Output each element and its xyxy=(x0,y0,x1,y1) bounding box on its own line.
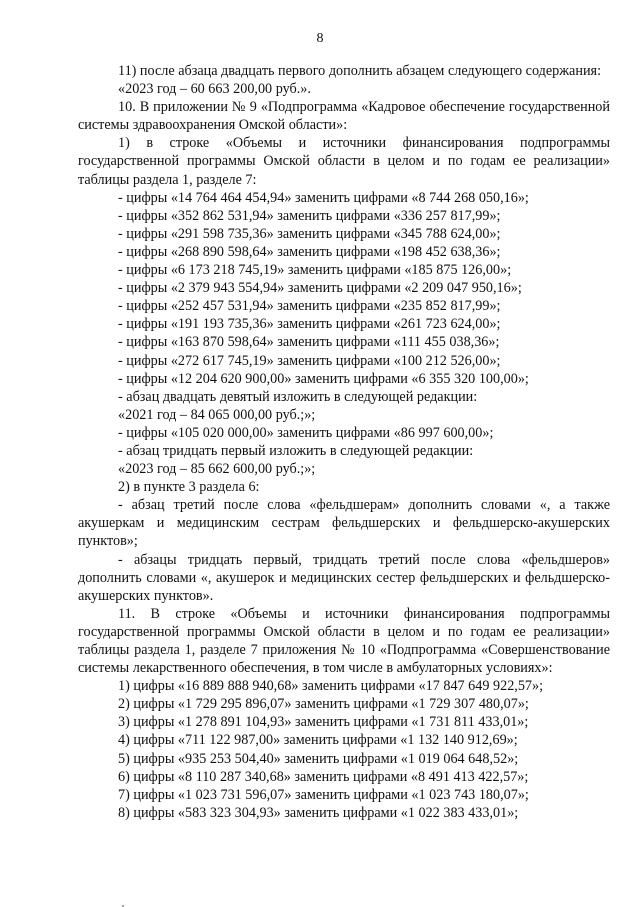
list-item: - цифры «14 764 464 454,94» заменить цифрами «8 744 268 050,16»; xyxy=(118,189,529,206)
list-item: 8) цифры «583 323 304,93» заменить цифрами «1 022 383 433,01»; xyxy=(118,804,519,821)
list-item: - абзац третий после слова «фельдшерам» дополнить словами «, а также акушеркам и медицинским сестрам фельдшерских и фельдшерско-акушерских пунктов»; xyxy=(78,497,610,550)
list-item: - абзацы тридцать первый, тридцать третий после слова «фельдшеров» дополнить словами «, акушерок и медицинских сестер фельдшерских и фельдшерско-акушерских пунктов». xyxy=(78,551,610,604)
paragraph: 10. В приложении № 9 «Подпрограмма «Кадровое обеспечение государственной системы здравоохранения Омской области»: xyxy=(78,99,610,134)
paragraph: «2023 год – 85 662 600,00 руб.;»; xyxy=(118,461,316,478)
list-item: 2) цифры «1 729 295 896,07» заменить цифрами «1 729 307 480,07»; xyxy=(118,696,529,713)
paragraph: 2) в пункте 3 раздела 6: xyxy=(118,479,260,496)
page-number: 8 xyxy=(316,31,324,46)
list-item: - цифры «105 020 000,00» заменить цифрами «86 997 600,00»; xyxy=(118,424,494,441)
list-item: 3) цифры «1 278 891 104,93» заменить цифрами «1 731 811 433,01»; xyxy=(118,714,529,731)
paragraph: 11) после абзаца двадцать первого дополнить абзацем следующего содержания: xyxy=(118,63,602,79)
list-item: 7) цифры «1 023 731 596,07» заменить цифрами «1 023 743 180,07»; xyxy=(118,786,529,803)
list-item: 1) цифры «16 889 888 940,68» заменить цифрами «17 847 649 922,57»; xyxy=(118,678,544,695)
list-item: 6) цифры «8 110 287 340,68» заменить цифрами «8 491 413 422,57»; xyxy=(118,768,529,785)
list-item: - цифры «12 204 620 900,00» заменить цифрами «6 355 320 100,00»; xyxy=(118,370,529,387)
list-item: - цифры «2 379 943 554,94» заменить цифрами «2 209 047 950,16»; xyxy=(118,280,522,297)
list-item: - цифры «191 193 735,36» заменить цифрами «261 723 624,00»; xyxy=(118,316,501,333)
list-item: 4) цифры «711 122 987,00» заменить цифрами «1 132 140 912,69»; xyxy=(118,732,518,749)
list-item: - цифры «6 173 218 745,19» заменить цифрами «185 875 126,00»; xyxy=(118,262,512,279)
paragraph: «2021 год – 84 065 000,00 руб.;»; xyxy=(118,406,316,423)
list-item: - цифры «291 598 735,36» заменить цифрами «345 788 624,00»; xyxy=(118,225,501,242)
document-body xyxy=(78,62,610,822)
list-item: - цифры «163 870 598,64» заменить цифрами «111 455 038,36»; xyxy=(118,334,500,351)
paragraph: 1) в строке «Объемы и источники финансирования подпрограммы государственной программы Омской области в целом и по годам ее реализации» таблицы раздела 1, разделе 7: xyxy=(78,135,610,188)
paragraph: «2023 год – 60 663 200,00 руб.». xyxy=(118,81,311,98)
list-item: - цифры «268 890 598,64» заменить цифрами «198 452 638,36»; xyxy=(118,243,501,260)
list-item: - абзац тридцать первый изложить в следующей редакции: xyxy=(118,442,474,459)
list-item: - цифры «352 862 531,94» заменить цифрами «336 257 817,99»; xyxy=(118,207,501,224)
paragraph: 11. В строке «Объемы и источники финансирования подпрограммы государственной программы Омской области в целом и по годам ее реализации» таблицы раздела 1, разделе 7 приложения № 10 «Подпрограмма «Совершенствование системы лекарственного обеспечения, в том числе в амбулаторных условиях»: xyxy=(78,605,610,677)
list-item: 5) цифры «935 253 504,40» заменить цифрами «1 019 064 648,52»; xyxy=(118,750,519,767)
list-item: - цифры «272 617 745,19» заменить цифрами «100 212 526,00»; xyxy=(118,352,501,369)
list-item: - абзац двадцать девятый изложить в следующей редакции: xyxy=(118,388,478,405)
list-item: - цифры «252 457 531,94» заменить цифрами «235 852 817,99»; xyxy=(118,298,501,315)
